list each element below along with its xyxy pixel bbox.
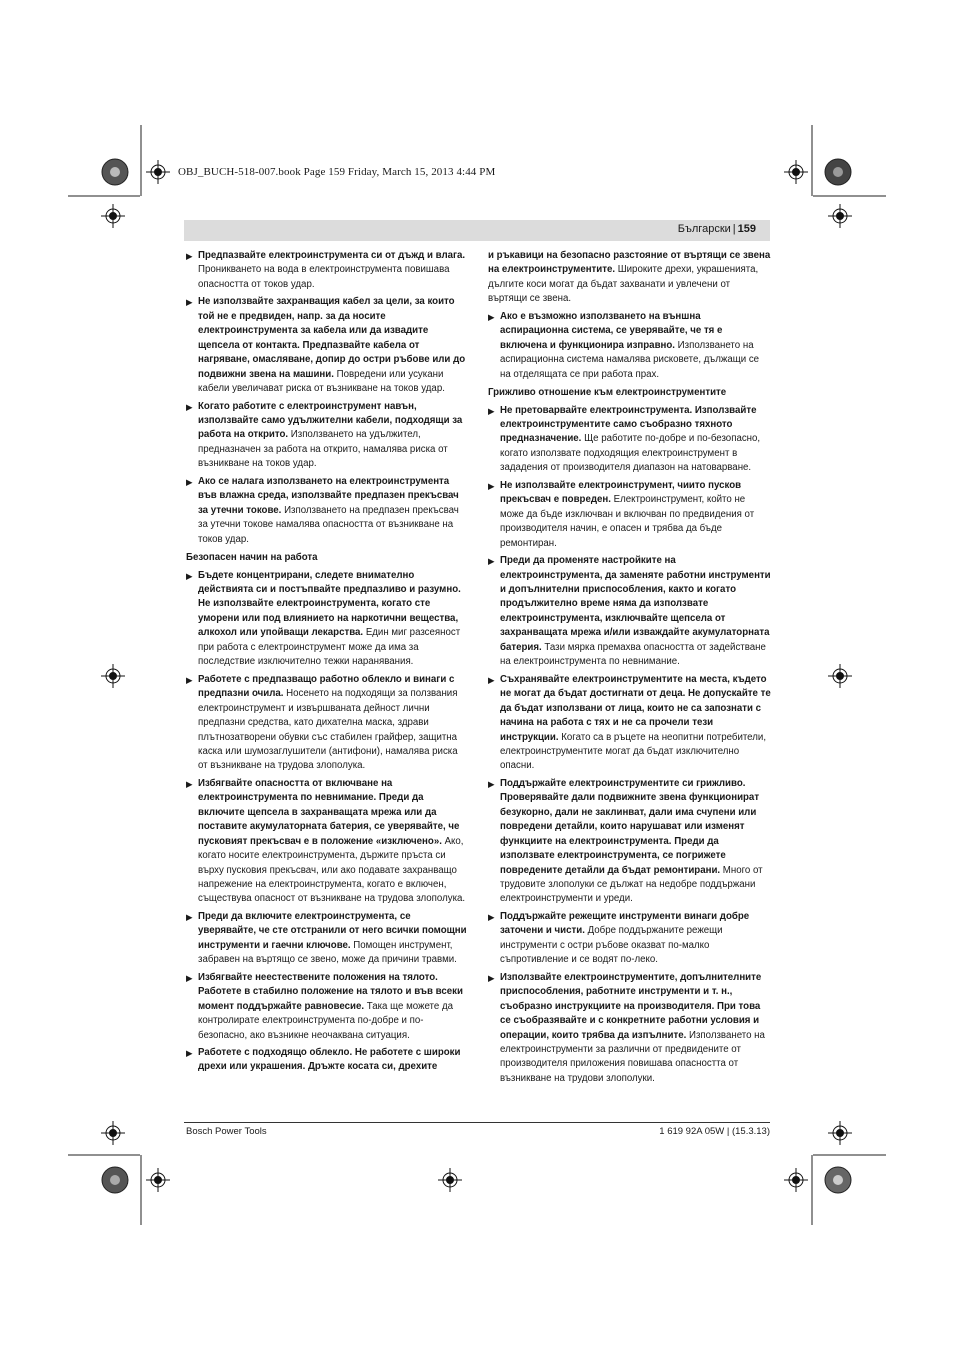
instruction-bold: Ако се налага използването на електроинструмента във влажна среда, използвайте предпазен прекъсвач за утечни токове. <box>198 475 459 516</box>
bullet-arrow-icon: ▶ <box>488 674 495 685</box>
instruction-text: Помощен инструмент, забравен на въртящо се звено, може да причини травми. <box>198 939 457 966</box>
footer-code: 1 619 92A 05W | (15.3.13) <box>659 1126 770 1137</box>
instruction-bold: и ръкавици на безопасно разстояние от въртящи се звена на електроинструментите. <box>488 250 771 276</box>
left-column <box>186 249 469 1078</box>
header-separator: | <box>732 223 736 235</box>
instruction-text: Така ще можете да контролирате електроинструмента по-добре и по-безопасно, ако възникне неочаквана ситуация. <box>198 1000 453 1041</box>
instruction-text: Използването на аспирационна система намалява рисковете, дължащи се на отделящата се при работа прах. <box>500 339 760 380</box>
instruction-bold: Работете с предпазващо работно облекло и винаги с предпазни очила. <box>198 673 455 700</box>
instruction-bold: Съхранявайте електроинструментите на места, където не могат да бъдат достигнати от деца. Не допускайте те да бъдат използвани от лица, които не са запознати с начина на работа с тях и не са прочели тези инструкции. <box>500 673 771 743</box>
instruction-bold: Преди да променяте настройките на електроинструмента, да заменяте работни инструменти и допълнителни приспособления, както и когато продължително време няма да използвате електроинструмента, изключвайте щепсела от захранващата мрежа и/или изваждайте акумулаторната батерия. <box>500 555 771 653</box>
instruction-bold: Когато работите с електроинструмент навън, използвайте само удължителни кабели, подходящи за работа на открито. <box>198 400 463 441</box>
safety-instruction <box>186 910 469 968</box>
instruction-bold: Избягвайте опасността от включване на електроинструмента по невнимание. Преди да включите щепсела в захранващата мрежа или да поставите акумулаторната батерия, се уверявайте, че пусковият прекъсвач е в положение «изключено». <box>198 777 460 847</box>
bullet-arrow-icon: ▶ <box>186 778 193 789</box>
instruction-text: Използването на електроинструменти за различни от предвидените от производителя приложения повишава опасността от възникване на трудови злополуки. <box>500 1029 765 1084</box>
instruction-text: Носенето на подходящи за ползвания електроинструмент и извършваната дейност лични предпазни средства, като дихателна маска, здрави плътнозатворени обувки със стабилен грайфер, защитна каска или шумозаглушители (антифони), намалява риска от възникване на трудова злополука. <box>198 688 458 772</box>
safety-instruction <box>186 673 469 774</box>
bullet-arrow-icon: ▶ <box>186 972 193 983</box>
bullet-arrow-icon: ▶ <box>186 1048 193 1059</box>
safety-instruction <box>186 569 469 670</box>
instruction-bold: Не претоварвайте електроинструмента. Използвайте електроинструментите само съобразно тяхното предназначение. <box>500 404 757 445</box>
instruction-text: Един миг разсеяност при работа с електроинструмент може да има за последствие изключително тежки наранявания. <box>198 627 461 668</box>
instruction-text: Много от трудовите злополуки се дължат на недобре поддържани електроинструменти и уреди. <box>500 864 763 905</box>
bullet-arrow-icon: ▶ <box>488 778 495 789</box>
safety-instruction <box>488 310 771 382</box>
safety-instruction <box>488 404 771 476</box>
instruction-bold: Бъдете концентрирани, следете внимателно действията си и постъпвайте предпазливо и разумно. Не използвайте електроинструмента, когато сте уморени или под влиянието на наркотични вещества, алкохол или упойващи лекарства. <box>198 569 461 639</box>
bullet-arrow-icon: ▶ <box>186 401 193 412</box>
bullet-arrow-icon: ▶ <box>186 476 193 487</box>
instruction-text: Повредени или усукани кабели увеличават риска от възникване на токов удар. <box>198 368 445 395</box>
safety-instruction <box>488 971 771 1087</box>
bullet-arrow-icon: ▶ <box>488 480 495 491</box>
bullet-arrow-icon: ▶ <box>186 251 193 261</box>
instruction-bold: Поддържайте електроинструментите си грижливо. Проверявайте дали подвижните звена функционират безукорно, дали не заклинват, дали има счупени или повредени детайли, които нарушават или изменят функциите на електроинструмента. Преди да използвате електроинструмента, се погрижете повредените детайли да бъдат ремонтирани. <box>500 777 760 876</box>
bullet-arrow-icon: ▶ <box>488 311 495 322</box>
instruction-text: Ако, когато носите електроинструмента, държите пръста си върху пусковия прекъсвач, или ако подавате захранващо напрежение на електроинструмента, когато е включен, съществува опасност от възникване на трудова злополука. <box>198 835 466 905</box>
safety-instruction <box>186 475 469 547</box>
bullet-arrow-icon: ▶ <box>186 674 193 685</box>
instruction-text: Ще работите по-добре и по-безопасно, когато използвате подходящия електроинструмент в зададения от производителя диапазон на натоварване. <box>500 433 761 474</box>
header-language: Български <box>677 223 731 235</box>
instruction-text: Тази мярка премахва опасността от задействане на електроинструмента по невнимание. <box>500 641 766 668</box>
safety-instruction <box>186 249 469 292</box>
instruction-text: Широките дрехи, украшенията, дългите коси могат да бъдат захванати и увлечени от въртящи се звена. <box>488 264 759 305</box>
instruction-text: Добре поддържаните режещи инструменти с остри ръбове оказват по-малко съпротивление и се водят по-леко. <box>500 925 723 966</box>
instruction-bold: Ако е възможно използването на външна аспирационна система, се уверявайте, че тя е включена и функционира изправно. <box>500 310 723 351</box>
section-heading: Безопасен начин на работа <box>186 552 318 564</box>
instruction-text: Използването на предпазен прекъсвач за утечни токове намалява опасността от възникване на токов удар. <box>198 504 459 545</box>
footer-rule <box>184 1122 770 1123</box>
instruction-text: Когато са в ръцете на неопитни потребители, електроинструментите могат да бъдат изключително опасни. <box>500 731 767 772</box>
bullet-arrow-icon: ▶ <box>186 570 193 581</box>
instruction-bold: Избягвайте неестествените положения на тялото. Работете в стабилно положение на тялото и във всеки момент поддържайте равновесие. <box>198 971 463 1012</box>
page-number: 159 <box>737 223 756 235</box>
bullet-arrow-icon: ▶ <box>488 911 495 922</box>
safety-instruction <box>488 554 771 670</box>
section-heading: Грижливо отношение към електроинструментите <box>488 387 727 399</box>
instruction-text: Електроинструмент, който не може да бъде изключван и включван по предвидения от производителя начин, е опасен и трябва да бъде ремонтиран. <box>500 494 755 549</box>
instruction-text: Проникването на вода в електроинструмента повишава опасността от токов удар. <box>198 264 450 290</box>
bullet-arrow-icon: ▶ <box>488 556 495 567</box>
instruction-bold: Предпазвайте електроинструмента си от дъжд и влага. <box>198 250 466 261</box>
safety-instruction <box>488 479 771 551</box>
instruction-bold: Поддържайте режещите инструменти винаги добре заточени и чисти. <box>500 910 750 937</box>
bullet-arrow-icon: ▶ <box>488 405 495 416</box>
safety-instruction <box>186 971 469 1043</box>
bullet-arrow-icon: ▶ <box>186 297 193 308</box>
safety-instruction <box>488 910 771 968</box>
bullet-arrow-icon: ▶ <box>488 972 495 983</box>
print-slug: OBJ_BUCH-518-007.book Page 159 Friday, March 15, 2013 4:44 PM <box>178 166 496 178</box>
footer-brand: Bosch Power Tools <box>186 1126 267 1137</box>
bullet-arrow-icon: ▶ <box>186 911 193 922</box>
safety-instruction <box>186 400 469 472</box>
instruction-bold: Не използвайте електроинструмент, чиито пусков прекъсвач е повреден. <box>500 479 742 506</box>
safety-instruction <box>186 777 469 907</box>
page-header <box>184 220 770 241</box>
instruction-text: Използването на удължител, предназначен за работа на открито, намалява риска от възникване на токов удар. <box>198 429 448 470</box>
safety-instruction <box>186 295 469 396</box>
right-column <box>488 249 771 1089</box>
instruction-bold: Не използвайте захранващия кабел за цели, за които той не е предвиден, напр. за да носите електроинструмента за кабела или да извадите щепсела от контакта. Предпазвайте кабела от нагряване, омасляване, допир до остри ръбове или до подвижни звена на машини. <box>198 296 466 380</box>
safety-instruction <box>186 1046 469 1075</box>
instruction-continuation <box>488 249 771 307</box>
instruction-bold: Използвайте електроинструментите, допълнителните приспособления, работните инструменти и т. н., съобразно инструкциите на производителя. При това се съобразявайте и с конкретните работни условия и операции, които трябва да изпълните. <box>500 971 762 1041</box>
safety-instruction <box>488 673 771 774</box>
instruction-bold: Преди да включите електроинструмента, се уверявайте, че сте отстранили от него всички помощни инструменти и гаечни ключове. <box>198 910 467 951</box>
safety-instruction <box>488 777 771 907</box>
instruction-bold: Работете с подходящо облекло. Не работете с широки дрехи или украшения. Дръжте косата си, дрехите <box>198 1047 461 1073</box>
